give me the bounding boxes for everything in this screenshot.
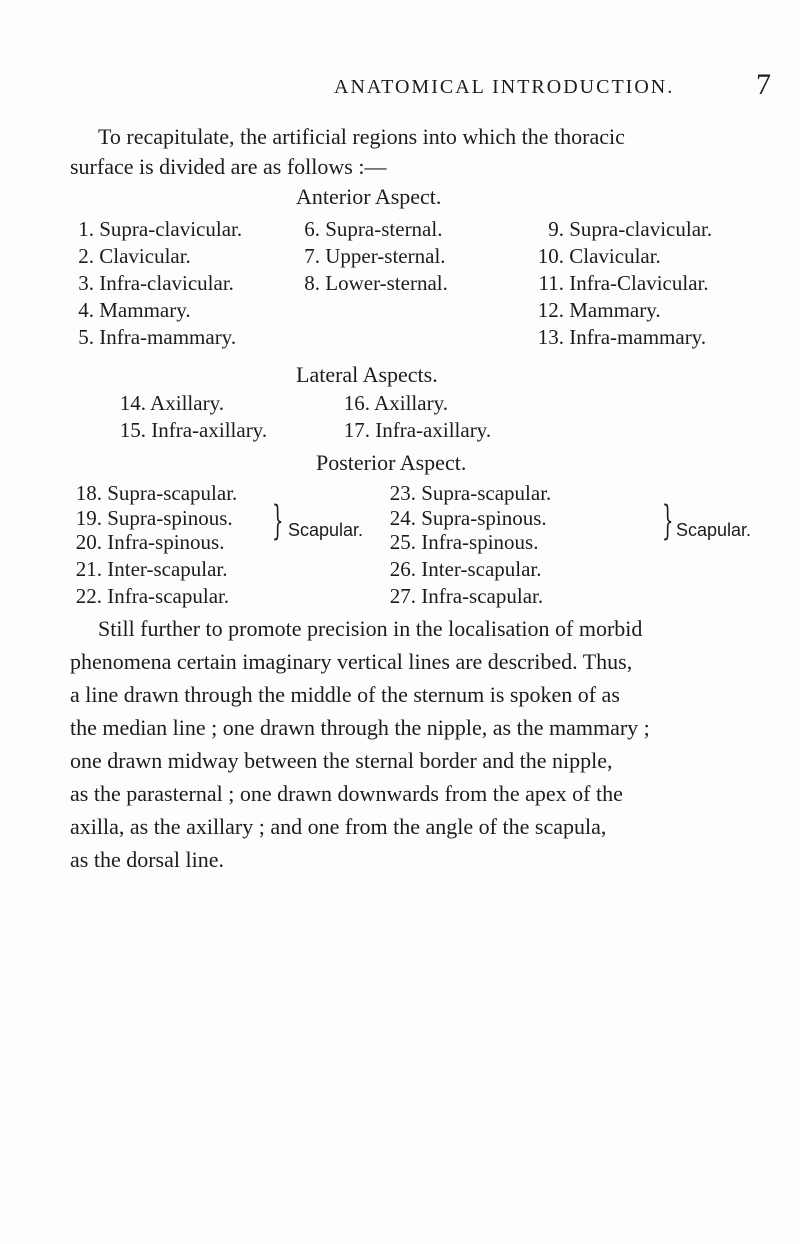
- item-number: 21.: [75, 557, 102, 581]
- item-label: Infra-mammary.: [569, 325, 707, 349]
- item-number: 11.: [538, 271, 564, 295]
- list-item: [528, 298, 661, 323]
- item-number: 8.: [304, 271, 320, 295]
- running-head: ANATOMICAL INTRODUCTION.: [334, 76, 675, 98]
- scapular-group-label-right: Scapular.: [676, 520, 752, 540]
- item-number: 2.: [78, 244, 94, 268]
- item-number: 18.: [75, 481, 102, 505]
- item-label: Axillary.: [374, 391, 448, 415]
- item-number: 26.: [389, 557, 416, 581]
- paragraph-line: phenomena certain imaginary vertical lines are described. Thus,: [70, 649, 633, 674]
- list-item: [70, 217, 242, 242]
- paragraph-line: the median line ; one drawn through the nipple, as the mammary ;: [70, 715, 650, 740]
- list-item: [528, 271, 709, 296]
- scapular-group-label-left: Scapular.: [288, 520, 364, 540]
- item-label: Infra-Clavicular.: [569, 271, 709, 295]
- list-item: [384, 557, 542, 582]
- item-label: Clavicular.: [99, 244, 191, 268]
- list-item: [384, 584, 543, 609]
- item-number: 13.: [537, 325, 564, 349]
- intro-line-2: surface is divided are as follows :—: [70, 154, 387, 179]
- item-label: Supra-scapular.: [421, 481, 552, 505]
- item-number: 12.: [537, 298, 564, 322]
- list-item: [70, 530, 224, 555]
- list-item: [296, 217, 442, 242]
- list-item: [70, 298, 191, 323]
- list-item: [338, 418, 491, 443]
- item-label: Inter-scapular.: [107, 557, 228, 581]
- list-item: [114, 391, 224, 416]
- paragraph-line: Still further to promote precision in the localisation of morbid: [98, 616, 643, 641]
- item-label: Lower-sternal.: [325, 271, 448, 295]
- list-item: [70, 584, 229, 609]
- right-brace-icon: }: [662, 498, 674, 544]
- item-label: Supra-spinous.: [107, 506, 233, 530]
- item-label: Supra-clavicular.: [99, 217, 243, 241]
- item-number: 20.: [75, 530, 102, 554]
- list-item: [70, 506, 233, 531]
- item-number: 14.: [119, 391, 146, 415]
- item-label: Infra-scapular.: [107, 584, 230, 608]
- item-number: 7.: [304, 244, 320, 268]
- item-number: 19.: [75, 506, 102, 530]
- item-label: Upper-sternal.: [325, 244, 446, 268]
- item-label: Inter-scapular.: [421, 557, 542, 581]
- paragraph-line: as the parasternal ; one drawn downwards from the apex of the: [70, 781, 623, 806]
- list-item: [384, 481, 551, 506]
- item-label: Infra-scapular.: [421, 584, 544, 608]
- anterior-heading: Anterior Aspect.: [296, 184, 442, 209]
- item-number: 25.: [389, 530, 416, 554]
- list-item: [70, 244, 191, 269]
- list-item: [296, 244, 446, 269]
- item-number: 5.: [78, 325, 94, 349]
- posterior-heading: Posterior Aspect.: [316, 450, 467, 475]
- lateral-heading: Lateral Aspects.: [296, 362, 438, 387]
- item-label: Infra-clavicular.: [99, 271, 234, 295]
- list-item: [70, 557, 228, 582]
- paragraph-line: a line drawn through the middle of the sternum is spoken of as: [70, 682, 620, 707]
- item-number: 24.: [389, 506, 416, 530]
- list-item: [114, 418, 267, 443]
- list-item: [528, 244, 661, 269]
- item-number: 22.: [75, 584, 102, 608]
- item-number: 15.: [119, 418, 146, 442]
- item-label: Infra-spinous.: [107, 530, 225, 554]
- list-item: [338, 391, 448, 416]
- item-number: 17.: [343, 418, 370, 442]
- list-item: [528, 217, 712, 242]
- item-label: Axillary.: [150, 391, 224, 415]
- intro-line-1: To recapitulate, the artificial regions into which the thoracic: [98, 124, 625, 149]
- item-label: Supra-clavicular.: [569, 217, 713, 241]
- item-number: 16.: [343, 391, 370, 415]
- list-item: [384, 530, 538, 555]
- item-number: 27.: [389, 584, 416, 608]
- item-number: 6.: [304, 217, 320, 241]
- page-number: 7: [756, 68, 771, 101]
- item-label: Supra-scapular.: [107, 481, 238, 505]
- list-item: [70, 271, 234, 296]
- right-brace-icon: }: [272, 498, 284, 544]
- item-number: 4.: [78, 298, 94, 322]
- item-label: Infra-axillary.: [151, 418, 268, 442]
- paragraph-line: axilla, as the axillary ; and one from the angle of the scapula,: [70, 814, 607, 839]
- item-number: 1.: [78, 217, 94, 241]
- item-label: Infra-mammary.: [99, 325, 237, 349]
- list-item: [384, 506, 547, 531]
- item-label: Supra-sternal.: [325, 217, 443, 241]
- paragraph-line: one drawn midway between the sternal border and the nipple,: [70, 748, 613, 773]
- item-number: 9.: [548, 217, 564, 241]
- item-label: Infra-spinous.: [421, 530, 539, 554]
- item-number: 10.: [537, 244, 564, 268]
- item-number: 3.: [78, 271, 94, 295]
- list-item: [70, 325, 236, 350]
- item-label: Clavicular.: [569, 244, 661, 268]
- list-item: [528, 325, 706, 350]
- item-number: 23.: [389, 481, 416, 505]
- paragraph-line: as the dorsal line.: [70, 847, 224, 872]
- item-label: Mammary.: [99, 298, 191, 322]
- item-label: Infra-axillary.: [375, 418, 492, 442]
- list-item: [296, 271, 448, 296]
- item-label: Supra-spinous.: [421, 506, 547, 530]
- list-item: [70, 481, 237, 506]
- item-label: Mammary.: [569, 298, 661, 322]
